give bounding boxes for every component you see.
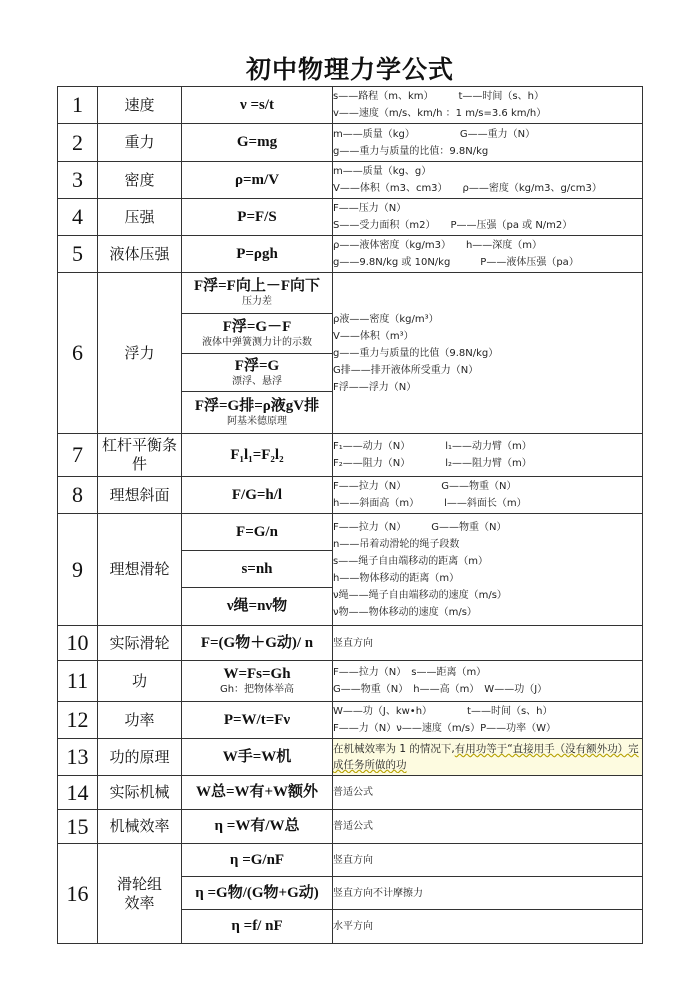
row-name: 功 [98, 661, 182, 702]
table-row [58, 273, 643, 314]
row-number: 15 [58, 810, 98, 844]
description-line: 水平方向 [333, 921, 373, 932]
formula: ν绳=nν物 [182, 588, 333, 626]
description-line: 竖直方向 [333, 637, 373, 649]
formula: P=F/S [182, 199, 333, 236]
description-line: F——拉力（N） s——距离（m） [333, 667, 487, 678]
table-row [58, 626, 643, 661]
description [333, 776, 643, 810]
row-name: 压强 [98, 199, 182, 236]
description-line: h——斜面高（m） l——斜面长（m） [333, 498, 527, 509]
description-line: g——重力与质量的比值：9.8N/kg [333, 145, 489, 157]
formula: P=W/t=Fν [182, 702, 333, 739]
description-line: F₂——阻力（N） l₂——阻力臂（m） [333, 458, 532, 469]
description-line: n——吊着动滑轮的绳子段数 [333, 538, 460, 550]
formula: F=G/n [182, 514, 333, 551]
description-line: F——拉力（N） G——物重（N） [333, 521, 507, 533]
row-number: 16 [58, 844, 98, 944]
description-line: F——拉力（N） G——物重（N） [333, 481, 517, 492]
description-line: W——功（J、kw•h） t——时间（s、h） [333, 706, 553, 717]
row-name: 机械效率 [98, 810, 182, 844]
description-line: g——重力与质量的比值（9.8N/kg） [333, 347, 499, 359]
description-line: V——体积（m³） [333, 330, 414, 342]
description-line: V——体积（m3、cm3） ρ——密度（kg/m3、g/cm3） [333, 183, 602, 194]
description-line: ν物——物体移动的速度（m/s） [333, 606, 477, 618]
description [333, 87, 643, 124]
description-line: ρ——液体密度（kg/m3） h——深度（m） [333, 240, 543, 251]
row-name: 实际机械 [98, 776, 182, 810]
row-number: 5 [58, 236, 98, 273]
formula-text: F浮=G－F [222, 318, 292, 335]
table-row [58, 776, 643, 810]
formula-text: W=Fs=Gh [223, 666, 291, 682]
description [333, 477, 643, 514]
formula [182, 354, 333, 392]
row-number: 13 [58, 739, 98, 776]
row-name: 速度 [98, 87, 182, 124]
description [333, 236, 643, 273]
formula-note: 漂浮、悬浮 [232, 375, 282, 387]
row-name: 滑轮组效率 [98, 844, 182, 944]
row-number: 12 [58, 702, 98, 739]
formula: η =f/ nF [182, 910, 333, 944]
description [333, 199, 643, 236]
table-row [58, 739, 643, 776]
formula: η =W有/W总 [182, 810, 333, 844]
table-row [58, 87, 643, 124]
formula [182, 661, 333, 702]
formula-note: 阿基米德原理 [227, 415, 287, 427]
table-row [58, 124, 643, 162]
formula-text: F浮=F向上－F向下 [193, 278, 321, 294]
description-line: 竖直方向不计摩擦力 [333, 887, 423, 899]
row-number: 3 [58, 162, 98, 199]
description-line: h——物体移动的距离（m） [333, 572, 460, 584]
description [333, 702, 643, 739]
description-line: m——质量（kg、g） [333, 166, 432, 177]
row-name: 杠杆平衡条件 [98, 434, 182, 477]
row-number: 7 [58, 434, 98, 477]
formula: P=ρgh [182, 236, 333, 273]
formula: F/G=h/l [182, 477, 333, 514]
row-number: 8 [58, 477, 98, 514]
description-line: F——力（N）ν——速度（m/s）P——功率（W） [333, 723, 557, 734]
formula: ν =s/t [182, 87, 333, 124]
description-line: v——速度（m/s、km/h ：1 m/s=3.6 km/h） [333, 108, 547, 119]
row-name: 功率 [98, 702, 182, 739]
row-name: 理想斜面 [98, 477, 182, 514]
row-name: 功的原理 [98, 739, 182, 776]
description-line: g——9.8N/kg 或 10N/kg P——液体压强（pa） [333, 257, 579, 268]
description [333, 626, 643, 661]
row-name: 重力 [98, 124, 182, 162]
table-row [58, 477, 643, 514]
description [333, 514, 643, 626]
highlighted-text: 有用功等于“直接用手（没有额外功）完成任务所做的功 [333, 743, 639, 771]
row-name: 密度 [98, 162, 182, 199]
description-line: 竖直方向 [333, 854, 373, 866]
formula-table [57, 86, 643, 944]
table-row [58, 661, 643, 702]
description-line: F浮——浮力（N） [333, 381, 417, 393]
formula: η =G/nF [182, 844, 333, 877]
formula: η =G物/(G物+G动) [182, 877, 333, 910]
row-number: 9 [58, 514, 98, 626]
formula: ρ=m/V [182, 162, 333, 199]
row-number: 4 [58, 199, 98, 236]
description-line: m——质量（kg） G——重力（N） [333, 128, 536, 140]
row-name: 理想滑轮 [98, 514, 182, 626]
row-number: 2 [58, 124, 98, 162]
table-row [58, 514, 643, 551]
description [333, 124, 643, 162]
formula-text: F浮=G排=ρ液gV排 [194, 397, 320, 414]
row-number: 10 [58, 626, 98, 661]
row-number: 14 [58, 776, 98, 810]
row-number: 6 [58, 273, 98, 434]
description [333, 434, 643, 477]
formula: F=(G物＋G动)/ n [182, 626, 333, 661]
formula-note: 压力差 [242, 296, 272, 307]
description-line: G排——排开液体所受重力（N） [333, 364, 479, 376]
description-text: 在机械效率为 1 的情况下,有用功等于“直接用手（没有额外功）完成任务所做的功 [333, 743, 639, 771]
description [333, 661, 643, 702]
description-line: 普适公式 [333, 787, 373, 798]
formula: s=nh [182, 551, 333, 588]
table-row [58, 236, 643, 273]
formula [182, 392, 333, 434]
description-line: 普适公式 [333, 821, 373, 832]
table-row [58, 844, 643, 877]
formula-text: F浮=G [234, 357, 280, 374]
description-line: G——物重（N） h——高（m） W——功（J） [333, 684, 548, 695]
formula: F₁l₁=F₂l₂ [182, 434, 333, 477]
description [333, 162, 643, 199]
description-line: ρ液——密度（kg/m³） [333, 313, 439, 325]
page-title: 初中物理力学公式 [245, 55, 454, 84]
description-line: S——受力面积（m2） P——压强（pa 或 N/m2） [333, 220, 573, 231]
description [333, 273, 643, 434]
table-row [58, 162, 643, 199]
row-number: 1 [58, 87, 98, 124]
description-line: s——路程（m、km） t——时间（s、h） [333, 91, 544, 102]
formula-note: Gh：把物体举高 [219, 684, 295, 695]
row-name: 实际滑轮 [98, 626, 182, 661]
formula-note: 液体中弹簧测力计的示数 [202, 336, 312, 348]
formula: W总=W有+W额外 [182, 776, 333, 810]
description-line: F——压力（N） [333, 203, 407, 214]
row-number: 11 [58, 661, 98, 702]
description [333, 844, 643, 877]
formula: G=mg [182, 124, 333, 162]
table-row [58, 810, 643, 844]
description-line: F₁——动力（N） l₁——动力臂（m） [333, 441, 532, 452]
table-row [58, 199, 643, 236]
row-name: 液体压强 [98, 236, 182, 273]
description-line: ν绳——绳子自由端移动的速度（m/s） [333, 589, 507, 601]
description [333, 877, 643, 910]
description [333, 810, 643, 844]
formula: W手=W机 [182, 739, 333, 776]
formula [182, 273, 333, 314]
table-row [58, 434, 643, 477]
row-name: 浮力 [98, 273, 182, 434]
description-line: s——绳子自由端移动的距离（m） [333, 555, 488, 567]
description [333, 739, 643, 776]
formula [182, 314, 333, 354]
description [333, 910, 643, 944]
table-row [58, 702, 643, 739]
